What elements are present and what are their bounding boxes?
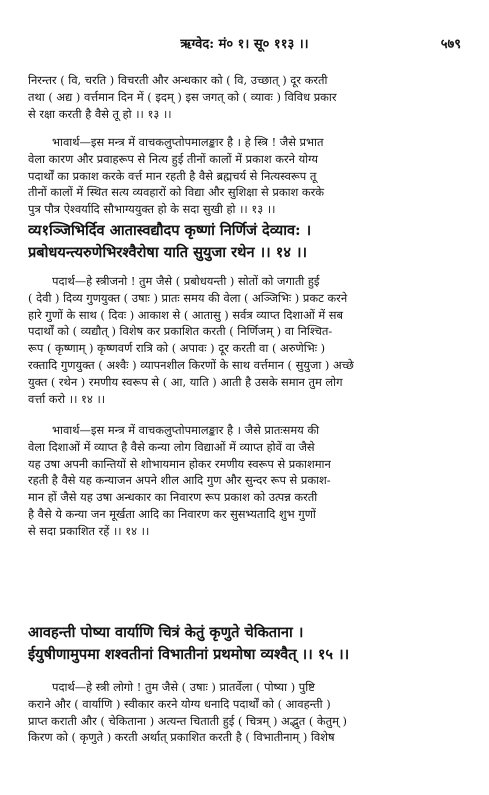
text-line: से रक्षा करती है वैसे तू हो ।। १३ ।। [28,106,172,121]
text-line: से सदा प्रकाशित रहें ।। १४ ।। [28,523,150,538]
padartha-15 [28,679,464,746]
text-line: कराने और ( वार्याणि ) स्वीकार करने योग्य धनादि पदार्थों को ( आवहन्ती ) [28,696,331,711]
mantra-15 [28,622,464,666]
text-line: किरण को ( कृणुते ) करती अर्थात् प्रकाशित करती है ( विभातीनाम् ) विशेष [28,730,335,745]
bhavartha-14 [28,422,464,540]
text-line: यह उषा अपनी कान्तियों से शोभायमान होकर रमणीय स्वरूप से प्रकाशमान [28,456,331,471]
text-line: भावार्थ—इस मन्त्र में वाचकलुप्तोपमालङ्कार है । हे स्त्रि ! जैसे प्रभात [52,135,324,149]
verse-line: ईयुषीणामुपमा शश्वतीनां विभातीनां प्रथमोषा व्यश्वैत् ।। १५ ।। [28,646,350,663]
bhavartha-13 [28,134,464,218]
mantra-14 [28,220,464,264]
verse-line: व्य१ञ्जिभिर्दिव आतास्वद्यौदप कृष्णां निर्णिजं देव्याव: । [28,222,312,239]
padartha-14 [28,273,464,407]
text-line: रहती है वैसे यह कन्याजन अपने शील आदि गुण और सुन्दर रूप से प्रकाश- [28,473,331,488]
page-number: ५७९ [440,37,461,52]
text-line: वर्त्ता करो ।। १४ ।। [28,391,106,406]
text-line: भावार्थ—इस मन्त्र में वाचकलुप्तोपमालङ्कार है । जैसे प्रातःसमय की [52,423,320,437]
text-line: मान हों जैसे यह उषा अन्धकार का निवारण रूप प्रकाश को उत्पन्न करती [28,490,318,505]
text-line: रूप ( कृष्णाम् ) कृष्णवर्ण रात्रि को ( अपावः ) दूर करती वा ( अरुणेभिः ) [28,341,326,356]
verse-line: प्रबोधयन्त्यरुणेभिरश्वैरोषा याति सुयुजा रथेन ।। १४ ।। [28,244,308,261]
text-line: है वैसे ये कन्या जन मूर्खता आदि का निवारण कर सुसभ्यतादि शुभ गुणों [28,506,316,521]
running-head: ऋग्वेद: मं० १। सू० ११३ ।। [180,37,309,52]
text-line: तथा ( अद्य ) वर्त्तमान दिन में ( इदम् ) इस जगत् को ( व्यावः ) विविध प्रकार [28,89,337,104]
text-line: पदार्थों का प्रकाश करके वर्त्त मान रहती है वैसे ब्रह्मचर्य से नित्यस्वरूप तू [28,168,317,183]
text-line: वेला दिशाओं में व्याप्त है वैसे कन्या लोग विद्याओं में व्याप्त होवें वा जैसे [28,439,315,454]
text-line: ( देवी ) दिव्य गुणयुक्त ( उषाः ) प्रातः समय की वेला ( अञ्जिभिः ) प्रकट करने [28,290,348,305]
text-line: युक्त ( रथेन ) रमणीय स्वरूप से ( आ, याति ) आती है उसके समान तुम लोग [28,374,343,389]
padartha-13-continued [28,72,464,122]
verse-line: आवहन्ती पोष्या वार्याणि चित्रं केतुं कृणुते चेकिताना । [28,624,304,641]
text-line: पदार्थ—हे स्त्री लोगो ! तुम जैसे ( उषाः ) प्रातर्वेला ( पोष्या ) पुष्टि [52,680,315,694]
page-header [0,34,489,56]
text-line: पुत्र पौत्र ऐश्वर्यादि सौभाग्ययुक्त हो के सदा सुखी हो ।। १३ ।। [28,202,276,217]
text-line: पदार्थों को ( व्यद्यौत् ) विशेष कर प्रकाशित करती ( निर्णिजम् ) वा निश्चित- [28,324,333,339]
text-line: पदार्थ—हे स्त्रीजनो ! तुम जैसे ( प्रबोधयन्ती ) सोतों को जगाती हुई [52,274,320,288]
text-line: हारे गुणों के साथ ( दिवः ) आकाश से ( आतासु ) सर्वत्र व्याप्त दिशाओं में सब [28,307,343,322]
text-line: वेला कारण और प्रवाहरूप से नित्य हुई तीनों कालों में प्रकाश करने योग्य [28,151,318,166]
text-line: रक्तादि गुणयुक्त ( अश्वैः ) व्यापनशील किरणों के साथ वर्त्तमान ( सुयुजा ) अच्छे [28,357,354,372]
text-line: प्राप्त कराती और ( चेकिताना ) अत्यन्त चिताती हुई ( चित्रम् ) अद्भुत ( केतुम् ) [28,713,348,728]
text-line: निरन्तर ( वि, चरति ) विचरती और अन्धकार को ( वि, उच्छात् ) दूर करती [28,73,328,87]
text-line: तीनों कालों में स्थित सत्य व्यवहारों को विद्या और सुशिक्षा से प्रकाश करके [28,185,325,200]
